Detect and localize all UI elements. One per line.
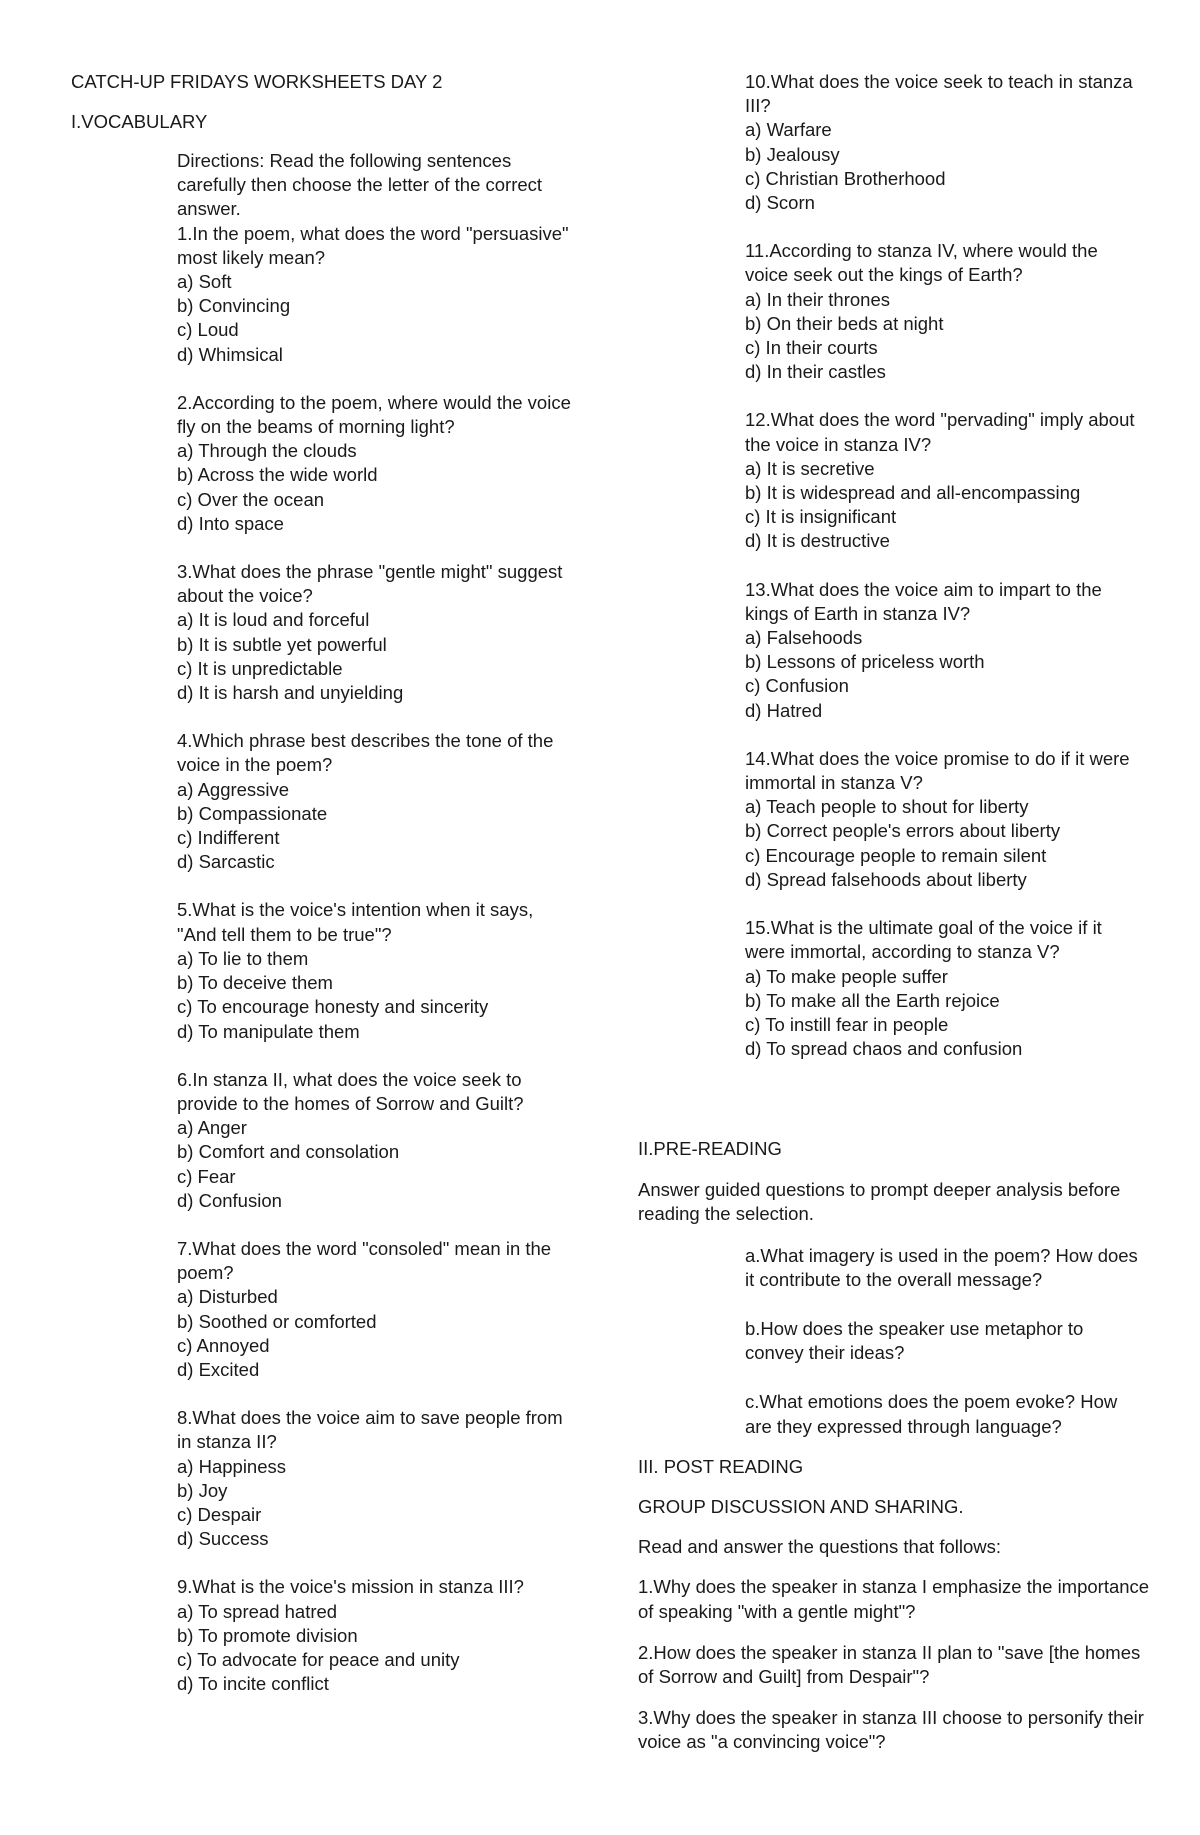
answer-option: c) Annoyed: [177, 1334, 270, 1356]
answer-option: d) To incite conflict: [177, 1673, 329, 1695]
question-item: [177, 898, 577, 1043]
answer-option: b) Soothed or comforted: [177, 1310, 377, 1332]
answer-option: d) Sarcastic: [177, 851, 275, 873]
answer-option: a) Soft: [177, 271, 232, 293]
question-stem: 13.What does the voice aim to impart to the kings of Earth in stanza IV?: [745, 578, 1102, 624]
question-stem: 14.What does the voice promise to do if it were immortal in stanza V?: [745, 747, 1130, 794]
question-item: [745, 916, 1145, 1061]
question-stem: 1.In the poem, what does the word "persuasive" most likely mean?: [177, 222, 569, 268]
vocabulary-right-column: [745, 70, 1145, 1061]
question-stem: 6.In stanza II, what does the voice seek to provide to the homes of Sorrow and Guilt?: [177, 1068, 524, 1114]
question-item: [177, 1237, 577, 1382]
answer-option: d) Hatred: [745, 699, 823, 721]
answer-option: d) Success: [177, 1528, 269, 1550]
answer-option: a) To lie to them: [177, 947, 309, 969]
answer-option: c) Indifferent: [177, 827, 280, 849]
answer-option: b) On their beds at night: [745, 312, 944, 334]
answer-option: b) Joy: [177, 1479, 228, 1501]
worksheet-title: CATCH-UP FRIDAYS WORKSHEETS DAY 2: [71, 71, 443, 92]
answer-option: b) Across the wide world: [177, 464, 378, 486]
group-discussion-subtitle: GROUP DISCUSSION AND SHARING.: [638, 1496, 964, 1518]
answer-option: c) To instill fear in people: [745, 1013, 949, 1035]
question-stem: 11.According to stanza IV, where would the voice seek out the kings of Earth?: [745, 240, 1098, 286]
question-stem: 5.What is the voice's intention when it says, "And tell them to be true"?: [177, 899, 534, 945]
answer-option: a) Happiness: [177, 1455, 287, 1477]
answer-option: c) Confusion: [745, 675, 849, 697]
answer-option: a) Anger: [177, 1117, 247, 1139]
left-question-list: [177, 222, 577, 1697]
guided-question: c.What emotions does the poem evoke? How are they expressed through language?: [745, 1391, 1118, 1437]
post-reading-question: 2.How does the speaker in stanza II plan to "save [the homes of Sorrow and Guilt] from Despair"?: [638, 1641, 1141, 1688]
answer-option: b) Correct people's errors about liberty: [745, 820, 1061, 842]
question-stem: 15.What is the ultimate goal of the voice if it were immortal, according to stanza V?: [745, 917, 1102, 963]
answer-option: b) Convincing: [177, 295, 291, 317]
answer-option: a) It is secretive: [745, 457, 875, 479]
guided-question-list: [745, 1244, 1145, 1439]
question-item: [177, 560, 577, 705]
answer-option: b) It is subtle yet powerful: [177, 633, 387, 655]
question-stem: 9.What is the voice's mission in stanza III?: [177, 1576, 524, 1598]
answer-option: d) It is destructive: [745, 530, 890, 552]
answer-option: b) Jealousy: [745, 143, 840, 165]
question-stem: 8.What does the voice aim to save people from in stanza II?: [177, 1407, 563, 1453]
answer-option: d) To spread chaos and confusion: [745, 1038, 1023, 1060]
answer-option: b) Lessons of priceless worth: [745, 651, 985, 673]
question-stem: 10.What does the voice seek to teach in stanza III?: [745, 71, 1133, 117]
answer-option: a) In their thrones: [745, 288, 890, 310]
answer-option: a) Disturbed: [177, 1286, 278, 1308]
answer-option: c) Over the ocean: [177, 488, 325, 510]
question-item: [177, 391, 577, 536]
answer-option: d) It is harsh and unyielding: [177, 682, 404, 704]
question-item: [177, 729, 577, 874]
answer-option: d) Confusion: [177, 1189, 282, 1211]
section-vocabulary-title: I.VOCABULARY: [71, 111, 208, 132]
answer-option: c) Despair: [177, 1503, 262, 1525]
vocabulary-left-column: [177, 149, 577, 1696]
answer-option: c) It is insignificant: [745, 506, 897, 528]
section-pre-reading-title: II.PRE-READING: [638, 1138, 782, 1159]
answer-option: d) In their castles: [745, 361, 886, 383]
answer-option: d) Spread falsehoods about liberty: [745, 868, 1027, 890]
question-stem: 2.According to the poem, where would the voice fly on the beams of morning light?: [177, 391, 571, 438]
answer-option: c) Loud: [177, 319, 239, 341]
answer-option: b) Compassionate: [177, 802, 328, 824]
right-question-list: [745, 70, 1145, 1061]
guided-question: b.How does the speaker use metaphor to convey their ideas?: [745, 1318, 1084, 1364]
pre-reading-instructions: Answer guided questions to prompt deeper analysis before reading the selection.: [638, 1179, 1121, 1225]
answer-option: a) Aggressive: [177, 778, 290, 800]
answer-option: a) It is loud and forceful: [177, 609, 370, 631]
answer-option: a) Warfare: [745, 119, 832, 141]
answer-option: c) In their courts: [745, 337, 878, 359]
question-stem: 12.What does the word "pervading" imply about the voice in stanza IV?: [745, 409, 1135, 455]
answer-option: d) Excited: [177, 1358, 260, 1380]
section-post-reading-title: III. POST READING: [638, 1455, 804, 1477]
answer-option: c) It is unpredictable: [177, 657, 343, 679]
question-stem: 4.Which phrase best describes the tone of the voice in the poem?: [177, 730, 554, 776]
answer-option: b) To promote division: [177, 1624, 358, 1646]
answer-option: a) Teach people to shout for liberty: [745, 796, 1029, 818]
answer-option: b) To deceive them: [177, 972, 333, 994]
answer-option: d) Into space: [177, 512, 284, 534]
answer-option: b) It is widespread and all-encompassing: [745, 482, 1081, 504]
pre-reading-section: [638, 1137, 1158, 1772]
answer-option: c) Fear: [177, 1165, 236, 1187]
answer-option: d) Scorn: [745, 192, 815, 214]
answer-option: a) Through the clouds: [177, 440, 357, 462]
answer-option: d) To manipulate them: [177, 1020, 360, 1042]
question-item: [177, 1406, 577, 1551]
question-item: [745, 747, 1145, 892]
question-item: [177, 1068, 577, 1213]
answer-option: c) Encourage people to remain silent: [745, 844, 1047, 866]
answer-option: c) Christian Brotherhood: [745, 167, 946, 189]
post-reading-question: 3.Why does the speaker in stanza III choose to personify their voice as "a convincing voice"?: [638, 1707, 1144, 1753]
question-item: [745, 239, 1145, 384]
question-stem: 7.What does the word "consoled" mean in the poem?: [177, 1237, 552, 1284]
answer-option: b) Comfort and consolation: [177, 1141, 400, 1163]
post-reading-instructions: Read and answer the questions that follows:: [638, 1536, 1002, 1558]
answer-option: a) To spread hatred: [177, 1600, 338, 1622]
question-item: [177, 222, 577, 367]
question-item: [745, 70, 1145, 215]
question-item: [745, 578, 1145, 723]
answer-option: c) To advocate for peace and unity: [177, 1648, 460, 1670]
answer-option: a) To make people suffer: [745, 965, 948, 987]
question-item: [177, 1575, 577, 1696]
question-stem: 3.What does the phrase "gentle might" suggest about the voice?: [177, 561, 563, 607]
answer-option: a) Falsehoods: [745, 627, 863, 649]
answer-option: d) Whimsical: [177, 343, 283, 365]
answer-option: c) To encourage honesty and sincerity: [177, 996, 489, 1018]
post-reading-question: 1.Why does the speaker in stanza I emphasize the importance of speaking "with a gentle might"?: [638, 1576, 1150, 1622]
answer-option: b) To make all the Earth rejoice: [745, 989, 1000, 1011]
question-item: [745, 408, 1145, 553]
guided-question: a.What imagery is used in the poem? How does it contribute to the overall message?: [745, 1244, 1138, 1290]
vocabulary-directions: Directions: Read the following sentences carefully then choose the letter of the correct answer.: [177, 150, 543, 220]
post-reading-section: [638, 1455, 1158, 1755]
